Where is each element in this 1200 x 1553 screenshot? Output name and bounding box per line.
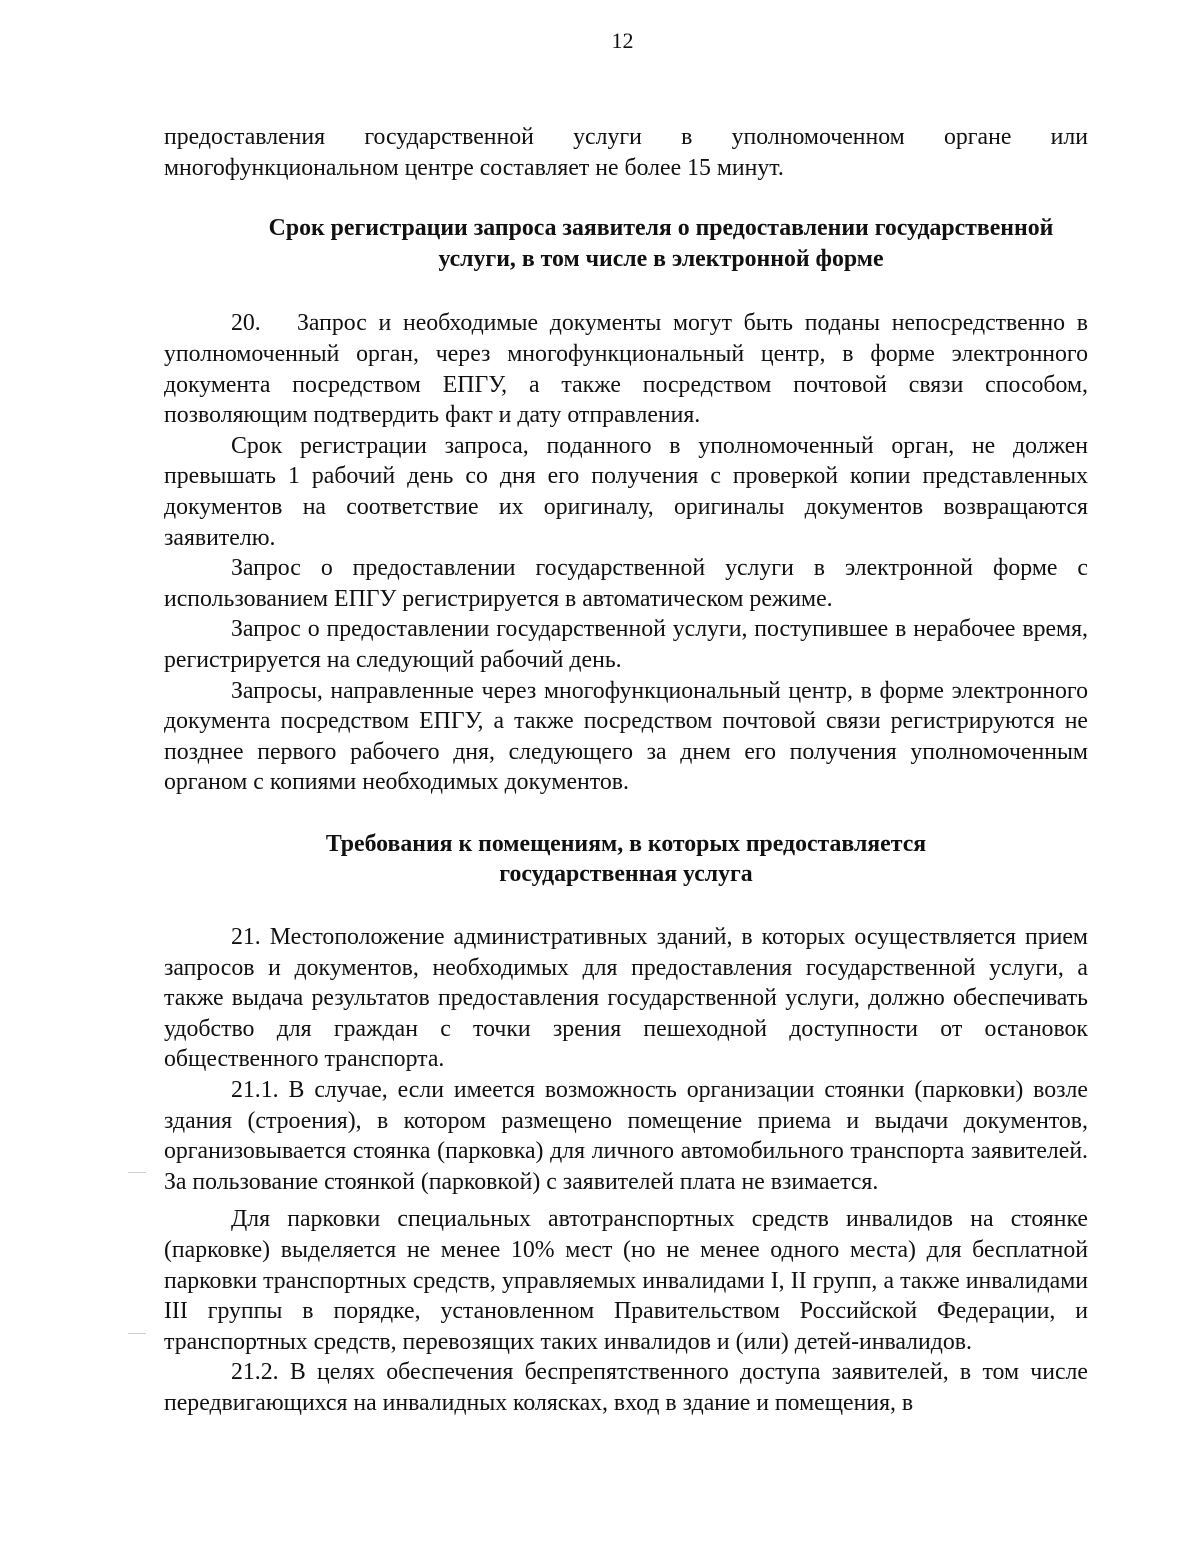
page-number: 12 <box>611 28 634 53</box>
paragraph-mfc-requests: Запросы, направленные через многофункциональный центр, в форме электронного документа посредством ЕПГУ, а также посредством почтовой связи регистрируются не позднее первого рабочего дня, следующего за днем его получения уполномоченным органом с копиями необходимых документов. <box>164 677 1088 796</box>
scan-artifact <box>128 1333 146 1334</box>
continuation-paragraph: предоставления государственной услуги в уполномоченном органе или многофункциональном центре составляет не более 15 минут. <box>164 124 1088 181</box>
section-heading-registration: Срок регистрации запроса заявителя о предоставлении государственной услуги, в том числе в электронной форме <box>268 215 1054 272</box>
paragraph-20 <box>164 308 1088 430</box>
document-body <box>164 122 1088 1419</box>
paragraph-registration-term: Срок регистрации запроса, поданного в уполномоченный орган, не должен превышать 1 рабочий день со дня его получения с проверкой копии представленных документов на соответствие их оригиналу, оригиналы документов возвращаются заявителю. <box>164 432 1088 551</box>
paragraph-parking: Для парковки специальных автотранспортных средств инвалидов на стоянке (парковке) выделяется не менее 10% мест (но не менее одного места) для бесплатной парковки транспортных средств, управляемых инвалидами I, II групп, а также инвалидами III группы в порядке, установленном Правительством Российской Федерации, и транспортных средств, перевозящих таких инвалидов и (или) детей-инвалидов. <box>164 1206 1088 1355</box>
paragraph-21-1: 21.1. В случае, если имеется возможность организации стоянки (парковки) возле здания (строения), в котором размещено помещение приема и выдачи документов, организовывается стоянка (парковка) для личного автомобильного транспорта заявителей. За пользование стоянкой (парковкой) с заявителей плата не взимается. <box>164 1077 1088 1195</box>
paragraph-number: 20. <box>231 310 261 337</box>
paragraph-21-2: 21.2. В целях обеспечения беспрепятственного доступа заявителей, в том числе передвигающихся на инвалидных колясках, вход в здание и помещения, в <box>164 1359 1088 1416</box>
paragraph-electronic-request: Запрос о предоставлении государственной услуги в электронной форме с использованием ЕПГУ регистрируется в автоматическом режиме. <box>164 555 1088 612</box>
paragraph-21: 21. Местоположение административных зданий, в которых осуществляется прием запросов и документов, необходимых для предоставления государственной услуги, а также выдача результатов предоставления государственной услуги, должно обеспечивать удобство для граждан с точки зрения пешеходной доступности от остановок общественного транспорта. <box>164 924 1088 1073</box>
scan-artifact <box>128 1172 146 1173</box>
paragraph-nonworking-time: Запрос о предоставлении государственной услуги, поступившее в нерабочее время, регистрируется на следующий рабочий день. <box>164 616 1088 673</box>
paragraph-20-text: Запрос и необходимые документы могут быть поданы непосредственно в уполномоченный орган, через многофункциональный центр, в форме электронного документа посредством ЕПГУ, а также посредством почтовой связи способом, позволяющим подтвердить факт и дату отправления. <box>164 310 1088 429</box>
section-heading-premises: Требования к помещениям, в которых предоставляется государственная услуга <box>325 830 927 888</box>
